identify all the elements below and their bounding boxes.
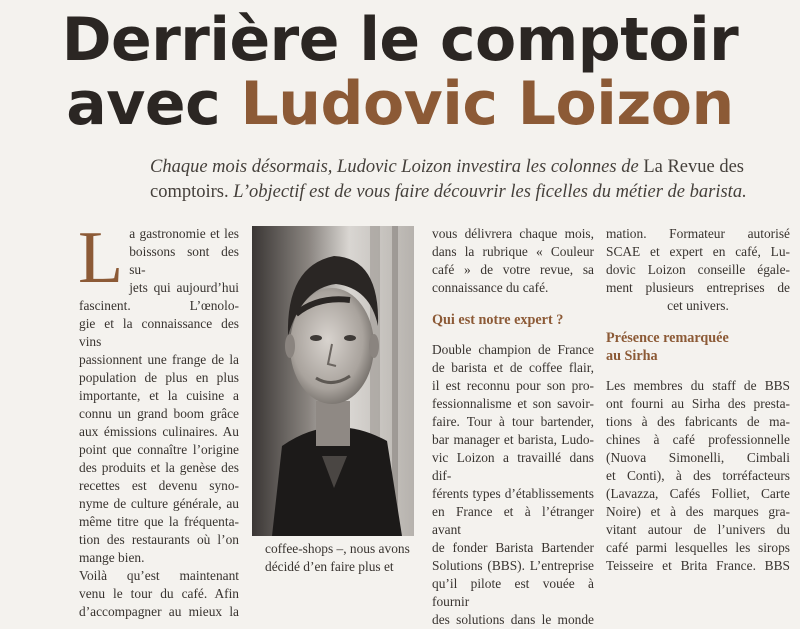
- column-3-text-top: [432, 225, 594, 297]
- column-1-line: aux émissions culinaires. Au: [79, 424, 239, 439]
- column-3-line: il est reconnu pour son pro-: [432, 378, 594, 393]
- column-3-line: fessionnalisme et son savoir-: [432, 396, 594, 411]
- column-3-line: Double champion de France: [432, 342, 594, 357]
- column-3-line: de barista et de coffee flair,: [432, 360, 594, 375]
- column-3-line: férents types d’établissements: [432, 486, 594, 501]
- column-1-line: a gastronomie et les: [129, 226, 239, 241]
- subhead-sirha-line-2: au Sirha: [606, 348, 658, 364]
- column-3-text-bottom: [432, 341, 594, 629]
- column-4-line: dovic Loizon conseille égale-: [606, 262, 790, 277]
- subhead-expert: Qui est notre expert ?: [432, 312, 564, 328]
- column-4-line: Les membres du staff de BBS: [606, 378, 790, 393]
- column-4-text-bottom: [606, 377, 790, 575]
- column-1-line: nyme de culture générale, au: [79, 496, 239, 511]
- column-3-line: vic Loizon a travaillé dans dif-: [432, 450, 594, 483]
- column-4-line: SCAE et expert en café, Lu-: [606, 244, 790, 259]
- column-4-line: (Nuova Simonelli, Cimbali: [606, 450, 790, 465]
- column-1-line: Voilà qu’est maintenant: [79, 568, 239, 583]
- column-3-line: de fonder Barista Bartender: [432, 540, 594, 555]
- drop-cap: L: [78, 217, 124, 299]
- intro-part-1: Chaque mois désormais, Ludovic Loizon investira les colonnes de: [150, 157, 639, 177]
- column-4-line: mation. Formateur autorisé: [606, 226, 790, 241]
- column-4-line: tions à des fabricants de ma-: [606, 414, 790, 429]
- column-1-line: population de plus en plus: [79, 370, 239, 385]
- column-3: [432, 225, 594, 629]
- column-3-line: Solutions (BBS). L’entreprise: [432, 558, 594, 573]
- column-4-line: café parmi lesquelles les sirops: [606, 540, 790, 555]
- column-1-line: recettes est devenu syno-: [79, 478, 239, 493]
- column-1-line: fascinent. L’œnolo-: [79, 298, 239, 313]
- column-4-line: ment plusieurs entreprises de: [606, 280, 790, 295]
- column-3-line: en France et à l’étranger avant: [432, 504, 594, 537]
- intro-part-2: L’objectif est de vous faire découvrir les ficelles du métier de barista.: [233, 182, 747, 202]
- column-3-line: connaissance du café.: [432, 280, 549, 295]
- intro-publication: La Revue des comptoirs.: [150, 157, 744, 202]
- column-4-line: (Lavazza, Cafés Folliet, Carte: [606, 486, 790, 501]
- portrait-illustration: [252, 226, 414, 536]
- column-4-line: Teisseire et Brita France. BBS: [606, 558, 790, 573]
- column-1: [78, 217, 239, 621]
- column-3-line: qu’il pilote est vouée à fournir: [432, 576, 594, 609]
- column-3-line: café » de votre revue, sa: [432, 262, 594, 277]
- column-1-line: mange bien.: [79, 550, 145, 565]
- column-3-line: faire. Tour à tour bartender,: [432, 414, 594, 429]
- title-line-1: Derrière le comptoir: [61, 5, 739, 75]
- column-1-line: gie et la connaissance des vins: [79, 316, 239, 349]
- column-3-line: bar manager et barista, Ludo-: [432, 432, 594, 447]
- column-1-line: passionnent une frange de la: [79, 352, 239, 367]
- column-1-line: jets qui aujourd’hui: [129, 280, 239, 295]
- intro-paragraph: [150, 155, 790, 205]
- column-1-line: venu le tour du café. Afin: [79, 586, 239, 601]
- portrait-photo: [252, 226, 414, 536]
- column-4-line: ont fourni au Sirha des presta-: [606, 396, 790, 411]
- title-name: Ludovic Loizon: [240, 69, 734, 139]
- column-4-line: vitant autour de l’univers du: [606, 522, 790, 537]
- title-prefix: avec: [66, 69, 221, 139]
- column-4-line: chines à café professionnelle: [606, 432, 790, 447]
- column-1-line: connu un grand boom grâce: [79, 406, 239, 421]
- column-3-line: vous délivrera chaque mois,: [432, 226, 594, 241]
- article-title: [0, 5, 800, 139]
- column-1-line: même titre que la fréquenta-: [79, 514, 239, 529]
- column-1-line: importante, et la cuisine a: [79, 388, 239, 403]
- column-1-line: tion des restaurants où l’on: [79, 532, 239, 547]
- column-3-line: dans la rubrique « Couleur: [432, 244, 594, 259]
- column-2-text: coffee-shops –, nous avons décidé d’en faire plus et: [265, 541, 410, 574]
- column-4-line: Noire) et à des marques gra-: [606, 504, 790, 519]
- column-4-line: et Conti), à des torréfacteurs: [606, 468, 790, 483]
- column-3-line: des solutions dans le monde: [432, 612, 594, 627]
- column-1-line: d’accompagner au mieux la: [79, 604, 239, 619]
- column-4-text-top: [606, 225, 790, 315]
- column-1-line: boissons sont des su-: [129, 244, 239, 277]
- column-1-line: point que connaître l’origine: [79, 442, 239, 457]
- column-4: [606, 225, 790, 575]
- title-line-2: [0, 69, 800, 139]
- column-1-line: des produits et la genèse des: [79, 460, 239, 475]
- subhead-sirha: [606, 329, 790, 365]
- column-4-line: cet univers.: [667, 298, 729, 313]
- subhead-sirha-line-1: Présence remarquée: [606, 330, 729, 346]
